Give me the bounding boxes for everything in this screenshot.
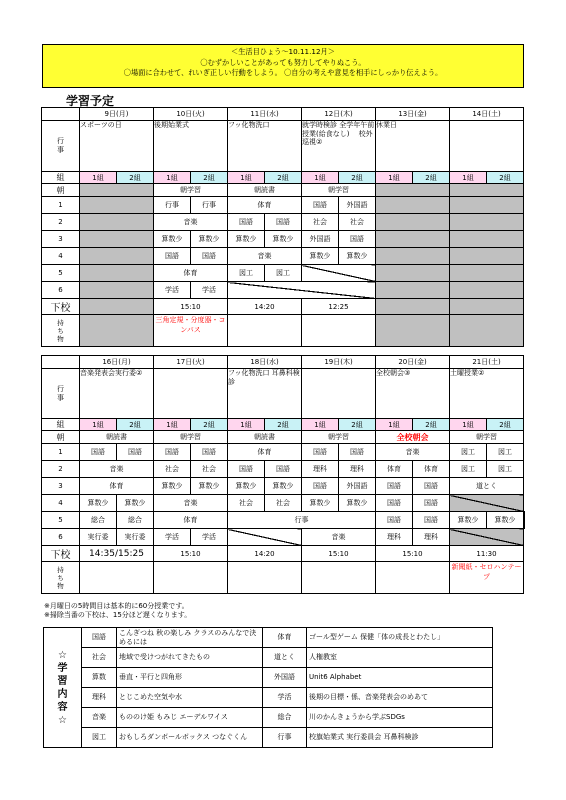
- subject-contents-label: ☆ 学 習 内 容 ☆: [44, 628, 82, 748]
- subject-name: 国語: [82, 628, 117, 648]
- subject-name: 算数: [82, 668, 117, 688]
- dismissal-time: 15:10: [154, 299, 228, 315]
- subject-name: 理科: [82, 688, 117, 708]
- event-cell: 全校朝会③: [376, 369, 450, 419]
- event-cell: 音楽発表会実行委②: [80, 369, 154, 419]
- class-cell: 実行委: [80, 529, 117, 546]
- class-cell: 国語: [80, 444, 117, 461]
- class-cell: 社会: [265, 495, 302, 512]
- group2-header: 2組: [117, 419, 154, 431]
- event-cell: 土曜授業②: [450, 369, 524, 419]
- subject-name: 音楽: [82, 708, 117, 728]
- period-number: 1: [42, 444, 80, 461]
- class-cell: 国語: [228, 461, 265, 478]
- group2-header: 2組: [265, 419, 302, 431]
- class-cell: 学活: [191, 529, 228, 546]
- subject-contents-table: [43, 627, 493, 748]
- group1-header: 1組: [376, 172, 413, 184]
- class-cell: 音楽: [154, 214, 228, 231]
- class-cell: 算数少: [80, 495, 117, 512]
- class-cell: 体育: [228, 444, 302, 461]
- morning-cell: [450, 184, 524, 197]
- class-cell: 音楽: [154, 495, 228, 512]
- group2-header: 2組: [413, 419, 450, 431]
- day-header: 12日(木): [302, 108, 376, 121]
- day-header: 20日(金): [376, 356, 450, 369]
- day-header: 14日(土): [450, 108, 524, 121]
- event-cell: [302, 369, 376, 419]
- class-cell: 社会: [228, 495, 265, 512]
- subject-name: 行事: [263, 728, 307, 748]
- class-cell: 理科: [302, 461, 339, 478]
- class-cell: 算数少: [154, 478, 191, 495]
- class-cell: 図工: [450, 444, 487, 461]
- group1-header: 1組: [154, 172, 191, 184]
- items-label: 持 ち 物: [42, 562, 80, 594]
- morning-cell: 朝読書: [80, 431, 154, 444]
- class-cell: 音楽: [228, 248, 302, 265]
- group2-header: 2組: [117, 172, 154, 184]
- class-cell: 国語: [376, 478, 413, 495]
- period-number: 3: [42, 231, 80, 248]
- dismissal-time: 12:25: [302, 299, 376, 315]
- class-cell: 体育: [413, 461, 450, 478]
- morning-cell: [80, 184, 154, 197]
- class-cell: 国語: [191, 248, 228, 265]
- subject-content: Unit6 Alphabet: [307, 668, 493, 688]
- class-cell: 社会: [154, 461, 191, 478]
- class-cell: 総合: [117, 512, 154, 529]
- note-line: ※掃除当番の下校は、15分ほど遅くなります。: [44, 611, 192, 619]
- group-label: 組: [42, 419, 80, 431]
- class-cell: 国語: [376, 495, 413, 512]
- class-cell: 社会: [339, 214, 376, 231]
- event-cell: フッ化物洗口: [228, 121, 302, 172]
- class-cell: 外国語: [339, 197, 376, 214]
- class-cell: 図工: [487, 444, 524, 461]
- class-cell: 算数少: [302, 248, 339, 265]
- class-cell: 国語: [413, 495, 450, 512]
- class-cell: 音楽: [376, 444, 450, 461]
- group1-header: 1組: [228, 419, 265, 431]
- class-cell: 社会: [302, 214, 339, 231]
- morning-cell: 全校朝会: [376, 431, 450, 444]
- subject-content: もののけ姫 もみじ エーデルワイス: [117, 708, 263, 728]
- class-cell: 算数少: [228, 231, 265, 248]
- class-cell: 算数少: [117, 495, 154, 512]
- dismissal-time: 11:30: [450, 546, 524, 562]
- morning-cell: 朝読書: [228, 431, 302, 444]
- class-cell: 国語: [339, 444, 376, 461]
- subject-name: 学活: [263, 688, 307, 708]
- life-goals-banner: [42, 44, 524, 88]
- class-cell: 体育: [228, 197, 302, 214]
- period-number: 5: [42, 265, 80, 282]
- page-title: 学習予定: [66, 94, 115, 108]
- day-header: 9日(月): [80, 108, 154, 121]
- class-cell: 国語: [117, 444, 154, 461]
- subject-name: 外国語: [263, 668, 307, 688]
- period-number: 6: [42, 282, 80, 299]
- event-cell: 後期始業式: [154, 121, 228, 172]
- class-cell: 音楽: [302, 529, 376, 546]
- class-cell: 算数少: [265, 231, 302, 248]
- class-cell: 理科: [413, 529, 450, 546]
- class-cell: 算数少: [450, 512, 487, 529]
- class-cell: 道とく: [450, 478, 524, 495]
- group-label: 組: [42, 172, 80, 184]
- class-cell: 国語: [228, 214, 265, 231]
- subject-content: 地域で受けつがれてきたもの: [117, 648, 263, 668]
- day-header: 11日(水): [228, 108, 302, 121]
- subject-content: ゴール型ゲーム 保健「体の成長とわたし」: [307, 628, 493, 648]
- notes: [44, 602, 191, 620]
- group1-header: 1組: [302, 172, 339, 184]
- banner-title: ＜生活目ひょう～10.11.12月＞: [231, 47, 335, 56]
- day-header: 18日(水): [228, 356, 302, 369]
- class-cell: 算数少: [339, 248, 376, 265]
- group2-header: 2組: [265, 172, 302, 184]
- note-line: ※月曜日の5時間目は基本的に60分授業です。: [44, 602, 189, 610]
- group1-header: 1組: [154, 419, 191, 431]
- group1-header: 1組: [228, 172, 265, 184]
- class-cell: 国語: [265, 461, 302, 478]
- subject-content: 後期の目標・係、音楽発表会のめあて: [307, 688, 493, 708]
- period-number: 1: [42, 197, 80, 214]
- day-header: 21日(土): [450, 356, 524, 369]
- class-cell: 国語: [376, 512, 413, 529]
- day-header: 17日(火): [154, 356, 228, 369]
- group2-header: 2組: [339, 419, 376, 431]
- class-cell: 総合: [80, 512, 117, 529]
- period-number: 3: [42, 478, 80, 495]
- dismissal-time: 15:10: [376, 546, 450, 562]
- group1-header: 1組: [376, 419, 413, 431]
- items-cell: 三角定規・分度器・コンパス: [154, 315, 228, 347]
- items-cell: 新聞紙・セロハンテープ: [450, 562, 524, 594]
- group2-header: 2組: [191, 172, 228, 184]
- group2-header: 2組: [339, 172, 376, 184]
- class-cell: 体育: [80, 478, 154, 495]
- subject-content: おもしろダンボールボックス つなぐくん: [117, 728, 263, 748]
- class-cell: 体育: [154, 265, 228, 282]
- class-cell: 理科: [339, 461, 376, 478]
- subject-name: 総合: [263, 708, 307, 728]
- class-cell: 国語: [265, 214, 302, 231]
- class-cell: 算数少: [265, 478, 302, 495]
- group1-header: 1組: [302, 419, 339, 431]
- subject-content: 人権教室: [307, 648, 493, 668]
- day-header: 19日(木): [302, 356, 376, 369]
- class-cell: 体育: [154, 512, 228, 529]
- subject-content: こんぎつね 秋の楽しみ クラスのみんなで決めるには: [117, 628, 263, 648]
- class-cell: 国語: [302, 478, 339, 495]
- class-cell: 理科: [376, 529, 413, 546]
- day-header: 13日(金): [376, 108, 450, 121]
- subject-content: 川のかんきょうから学ぶSDGs: [307, 708, 493, 728]
- event-cell: スポーツの日: [80, 121, 154, 172]
- week2-schedule: [41, 355, 525, 594]
- class-cell: 算数少: [154, 231, 191, 248]
- banner-goal-2: 〇場面に合わせて、れいぎ正しい行動をしよう。 〇自分の考えや意見を相手にしっかり伝えよう。: [123, 68, 443, 77]
- class-cell: 図工: [487, 461, 524, 478]
- class-cell: 国語: [339, 231, 376, 248]
- event-cell: フッ化物洗口 耳鼻科検診: [228, 369, 302, 419]
- class-cell: 図工: [265, 265, 302, 282]
- subject-name: 道とく: [263, 648, 307, 668]
- dismissal-time: 14:20: [228, 299, 302, 315]
- class-cell: 算数少: [228, 478, 265, 495]
- subject-content: とじこめた空気や水: [117, 688, 263, 708]
- class-cell: 算数少: [339, 495, 376, 512]
- subject-content: 垂直・平行と四角形: [117, 668, 263, 688]
- dismissal-label: 下校: [42, 299, 80, 315]
- event-cell: 休業日: [376, 121, 450, 172]
- event-label: 行 事: [42, 369, 80, 419]
- event-cell: 就学時検診 全学年午前授業(給食なし) 校外巡視②: [302, 121, 376, 172]
- class-cell: 国語: [302, 444, 339, 461]
- group1-header: 1組: [80, 419, 117, 431]
- dismissal-time: 15:10: [302, 546, 376, 562]
- period-number: 2: [42, 461, 80, 478]
- day-header: 16日(月): [80, 356, 154, 369]
- class-cell: 学活: [191, 282, 228, 299]
- group1-header: 1組: [80, 172, 117, 184]
- period-number: 5: [42, 512, 80, 529]
- dismissal-label: 下校: [42, 546, 80, 562]
- morning-cell: 朝学習: [154, 184, 228, 197]
- period-number: 2: [42, 214, 80, 231]
- morning-cell: 朝学習: [450, 431, 524, 444]
- class-cell: 学活: [154, 282, 191, 299]
- morning-label: 朝: [42, 431, 80, 444]
- class-cell: 学活: [154, 529, 191, 546]
- class-cell: 国語: [413, 478, 450, 495]
- class-cell: 国語: [154, 248, 191, 265]
- period-number: 6: [42, 529, 80, 546]
- class-cell: 算数少: [302, 495, 339, 512]
- class-cell: 外国語: [339, 478, 376, 495]
- class-cell: 国語: [302, 197, 339, 214]
- event-cell: [450, 121, 524, 172]
- morning-cell: 朝読書: [228, 184, 302, 197]
- morning-label: 朝: [42, 184, 80, 197]
- subject-name: 社会: [82, 648, 117, 668]
- class-cell: 国語: [413, 512, 450, 529]
- class-cell: 行事: [154, 197, 191, 214]
- class-cell: 実行委: [117, 529, 154, 546]
- class-cell: 行事: [191, 197, 228, 214]
- dismissal-time: 15:10: [154, 546, 228, 562]
- morning-cell: [376, 184, 450, 197]
- group2-header: 2組: [413, 172, 450, 184]
- class-cell: 算数少: [487, 512, 524, 529]
- subject-content: 校旗始業式 実行委員会 耳鼻科検診: [307, 728, 493, 748]
- class-cell: 図工: [450, 461, 487, 478]
- banner-goal-1: 〇むずかしいことがあっても努力してやりぬこう。: [200, 57, 366, 67]
- subject-name: 体育: [263, 628, 307, 648]
- group1-header: 1組: [450, 419, 487, 431]
- event-label: 行 事: [42, 121, 80, 172]
- week1-schedule: [41, 107, 524, 347]
- class-cell: 国語: [191, 444, 228, 461]
- class-cell: 外国語: [302, 231, 339, 248]
- class-cell: 体育: [376, 461, 413, 478]
- group2-header: 2組: [487, 172, 524, 184]
- class-cell: 国語: [154, 444, 191, 461]
- group2-header: 2組: [487, 419, 524, 431]
- event-cell: [154, 369, 228, 419]
- class-cell: 音楽: [80, 461, 154, 478]
- class-cell: 図工: [228, 265, 265, 282]
- items-label: 持 ち 物: [42, 315, 80, 347]
- class-cell: 社会: [191, 461, 228, 478]
- morning-cell: 朝学習: [154, 431, 228, 444]
- subject-name: 図工: [82, 728, 117, 748]
- class-cell: 算数少: [191, 231, 228, 248]
- morning-cell: 朝学習: [302, 431, 376, 444]
- morning-cell: 朝学習: [302, 184, 376, 197]
- period-number: 4: [42, 495, 80, 512]
- period-number: 4: [42, 248, 80, 265]
- dismissal-time: 14:20: [228, 546, 302, 562]
- class-cell: 行事: [228, 512, 376, 529]
- group1-header: 1組: [450, 172, 487, 184]
- group2-header: 2組: [191, 419, 228, 431]
- day-header: 10日(火): [154, 108, 228, 121]
- dismissal-time: 14:35/15:25: [80, 546, 154, 562]
- class-cell: 算数少: [191, 478, 228, 495]
